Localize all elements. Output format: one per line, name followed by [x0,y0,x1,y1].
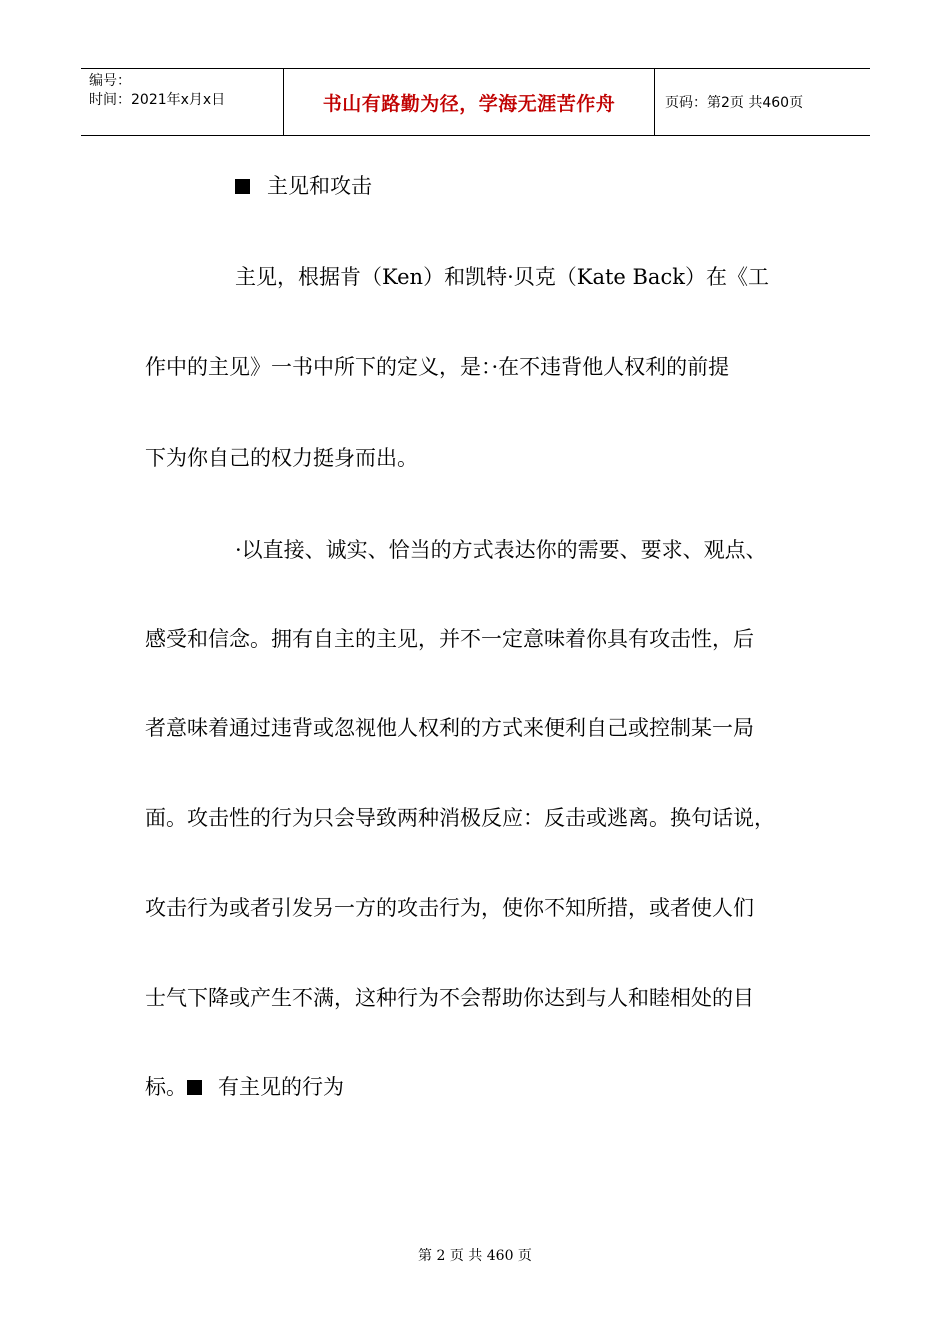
paragraph-line: 主见，根据肯（Ken）和凯特·贝克（Kate Back）在《工 [235,265,769,289]
section-heading-aggression [235,172,372,200]
header-right-cell [655,69,870,135]
paragraph-line: 攻击行为或者引发另一方的攻击行为，使你不知所措，或者使人们 [145,896,754,920]
paragraph-line: 面。攻击性的行为只会导致两种消极反应：反击或逃离。换句话说， [145,806,775,830]
black-square-bullet-icon [187,1080,202,1095]
paragraph-line-end: 标。 [145,1075,187,1099]
paragraph-line: 者意味着通过违背或忽视他人权利的方式来便利自己或控制某一局 [145,716,754,740]
paragraph-line-with-heading [145,1073,344,1101]
paragraph-line: 作中的主见》一书中所下的定义，是：·在不违背他人权利的前提 [145,355,730,379]
document-date: 时间：2021年x月x日 [89,92,226,108]
header-left-cell [81,69,283,135]
header-page-info: 页码：第2页 共460页 [665,95,804,111]
paragraph-line: ·以直接、诚实、恰当的方式表达你的需要、要求、观点、 [235,538,767,562]
header-middle-cell [283,69,655,135]
page-footer: 第 2 页 共 460 页 [418,1248,532,1264]
page-header [81,68,870,136]
paragraph-line: 士气下降或产生不满，这种行为不会帮助你达到与人和睦相处的目 [145,986,754,1010]
document-number-label: 编号： [89,73,131,89]
paragraph-line: 下为你自己的权力挺身而出。 [145,446,418,470]
black-square-bullet-icon [235,179,250,194]
section-heading-text: 主见和攻击 [267,174,372,198]
section-heading-text: 有主见的行为 [218,1075,344,1099]
paragraph-line: 感受和信念。拥有自主的主见，并不一定意味着你具有攻击性，后 [145,627,754,651]
header-motto: 书山有路勤为径，学海无涯苦作舟 [322,92,616,115]
